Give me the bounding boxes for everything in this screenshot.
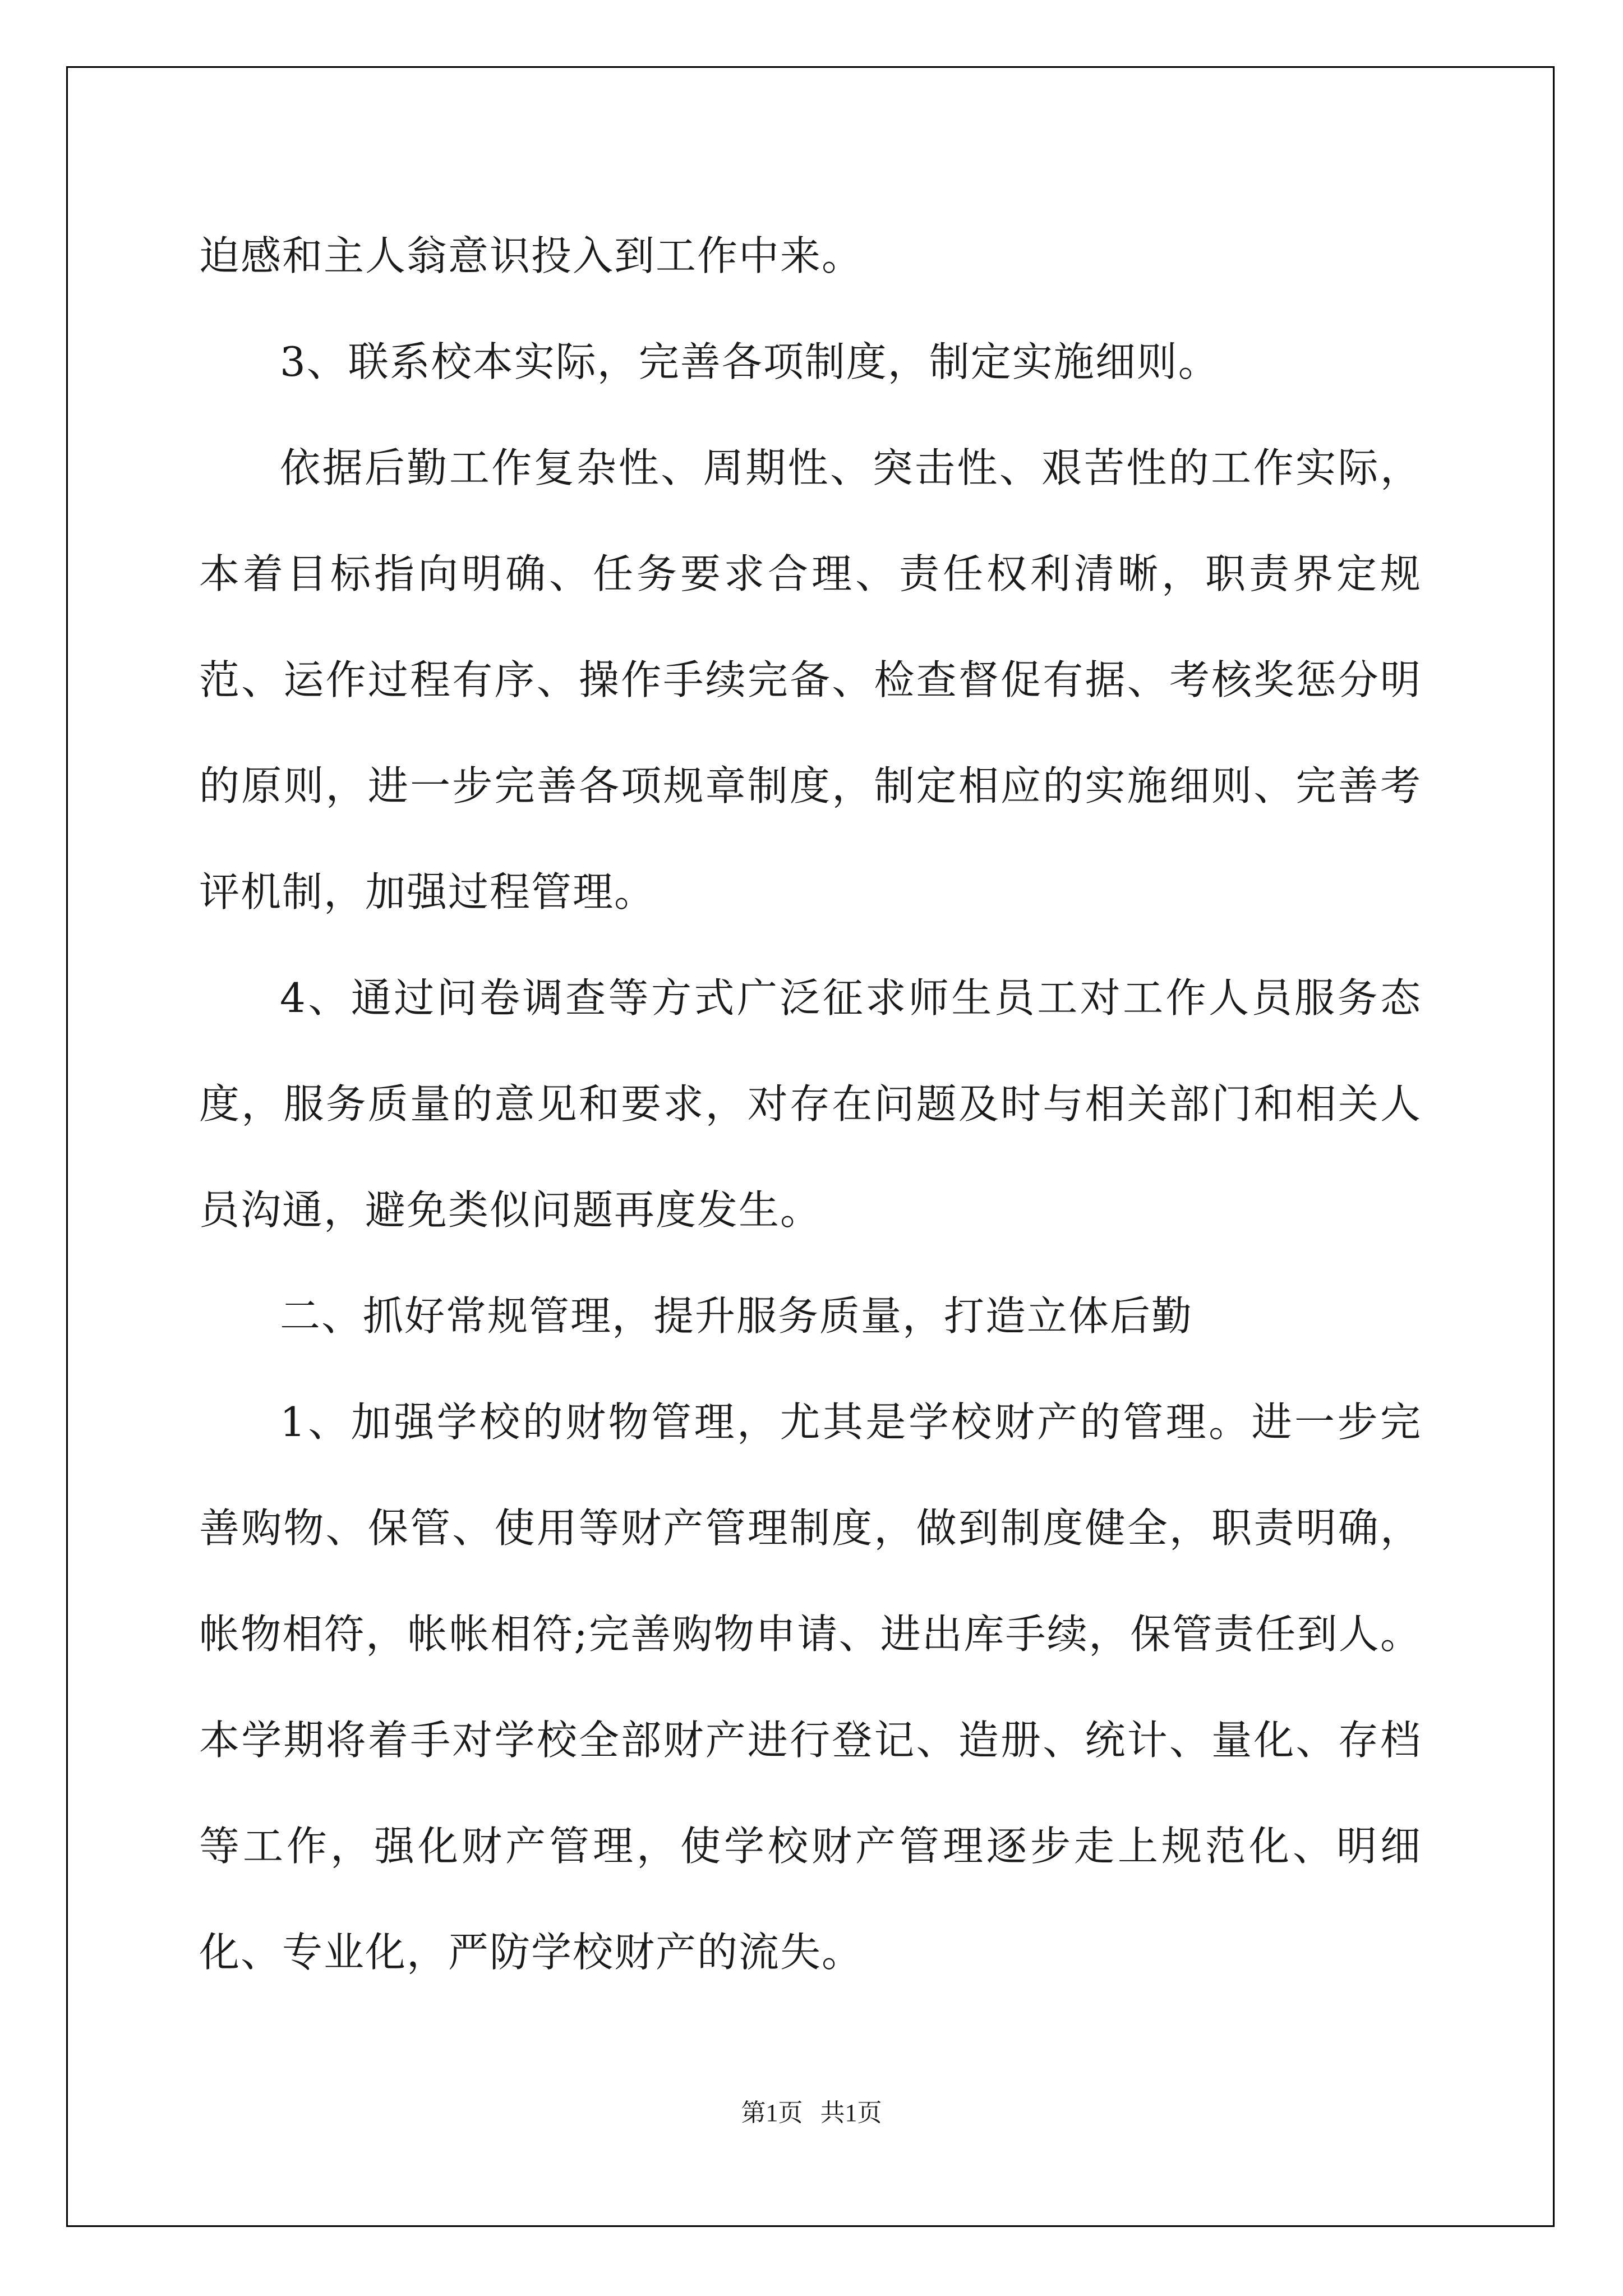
paragraph-6: 1、加强学校的财物管理，尤其是学校财产的管理。进一步完善购物、保管、使用等财产管理制度，做到制度健全，职责明确，帐物相符，帐帐相符;完善购物申请、进出库手续，保管责任到人。本学期将着手对学校全部财产进行登记、造册、统计、量化、存档等工作，强化财产管理，使学校财产管理逐步走上规范化、明细化、专业化，严防学校财产的流失。: [199, 1398, 1422, 1976]
paragraph-3: 依据后勤工作复杂性、周期性、突击性、艰苦性的工作实际，本着目标指向明确、任务要求合理、责任权利清晰，职责界定规范、运作过程有序、操作手续完备、检查督促有据、考核奖惩分明的原则，进一步完善各项规章制度，制定相应的实施细则、完善考评机制，加强过程管理。: [199, 444, 1422, 915]
paragraph-1: 迫感和主人翁意识投入到工作中来。: [199, 232, 864, 279]
page-footer: 第1页 共1页: [741, 2099, 882, 2127]
paragraph-5: 二、抓好常规管理，提升服务质量，打造立体后勤: [280, 1292, 1193, 1340]
paragraph-2: 3、联系校本实际，完善各项制度，制定实施细则。: [280, 338, 1220, 385]
paragraph-4: 4、通过问卷调查等方式广泛征求师生员工对工作人员服务态度，服务质量的意见和要求，对存在问题及时与相关部门和相关人员沟通，避免类似问题再度发生。: [199, 974, 1422, 1234]
document-body: [199, 203, 1422, 2005]
